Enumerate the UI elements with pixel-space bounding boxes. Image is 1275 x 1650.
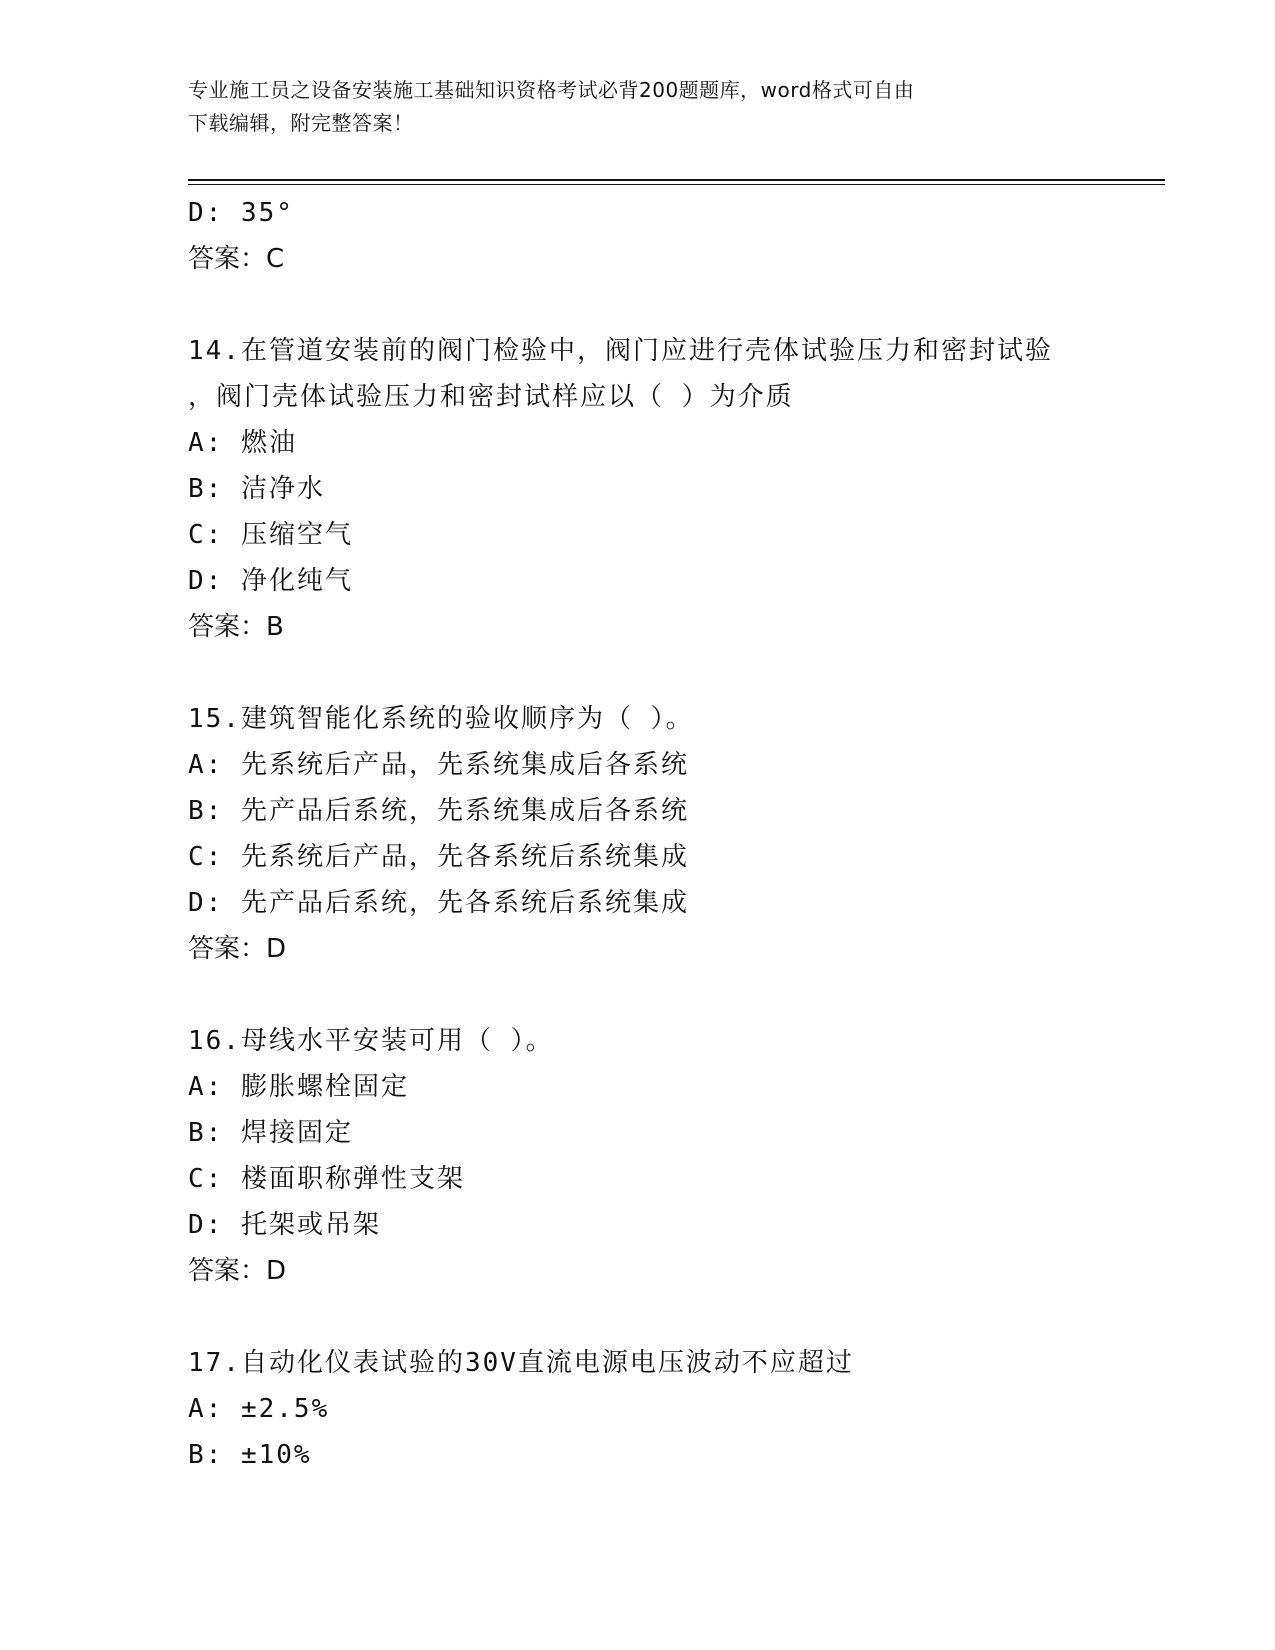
question-14-line-2: ，阀门壳体试验压力和密封试样应以（ ）为介质 [188, 382, 794, 412]
question-14-option-a: A: 燃油 [188, 428, 297, 458]
question-15-option-c: C: 先系统后产品，先各系统后系统集成 [188, 842, 689, 872]
question-17-option-a: A: ±2.5% [188, 1394, 330, 1424]
question-17-option-b: B: ±10% [188, 1440, 312, 1470]
question-14-option-c: C: 压缩空气 [188, 520, 353, 550]
question-16-answer: 答案：D [188, 1256, 287, 1286]
header-line-1: 专业施工员之设备安装施工基础知识资格考试必背200题题库，word格式可自由 [188, 78, 915, 102]
question-15-line-1: 15.建筑智能化系统的验收顺序为（ ）。 [188, 704, 694, 734]
question-content [188, 190, 1148, 1478]
question-15-answer: 答案：D [188, 934, 287, 964]
question-16-option-a: A: 膨胀螺栓固定 [188, 1072, 409, 1102]
answer: 答案：C [188, 244, 285, 274]
question-15-option-b: B: 先产品后系统，先系统集成后各系统 [188, 796, 689, 826]
question-14-line-1: 14.在管道安装前的阀门检验中，阀门应进行壳体试验压力和密封试验 [188, 336, 1053, 366]
page-header [188, 74, 1088, 140]
header-line-2: 下载编辑，附完整答案！ [188, 111, 414, 135]
question-14-option-d: D: 净化纯气 [188, 566, 353, 596]
question-15-option-d: D: 先产品后系统，先各系统后系统集成 [188, 888, 689, 918]
question-16-option-d: D: 托架或吊架 [188, 1210, 381, 1240]
option-d: D: 35° [188, 198, 294, 228]
question-14-answer: 答案：B [188, 612, 284, 642]
question-16-option-b: B: 焊接固定 [188, 1118, 353, 1148]
header-rule-thick [188, 179, 1165, 181]
question-17-line-1: 17.自动化仪表试验的30V直流电源电压波动不应超过 [188, 1348, 854, 1378]
question-16-line-1: 16.母线水平安装可用（ ）。 [188, 1026, 554, 1056]
question-16-option-c: C: 楼面职称弹性支架 [188, 1164, 465, 1194]
header-rule-thin [188, 184, 1165, 185]
question-15-option-a: A: 先系统后产品，先系统集成后各系统 [188, 750, 689, 780]
question-14-option-b: B: 洁净水 [188, 474, 325, 504]
